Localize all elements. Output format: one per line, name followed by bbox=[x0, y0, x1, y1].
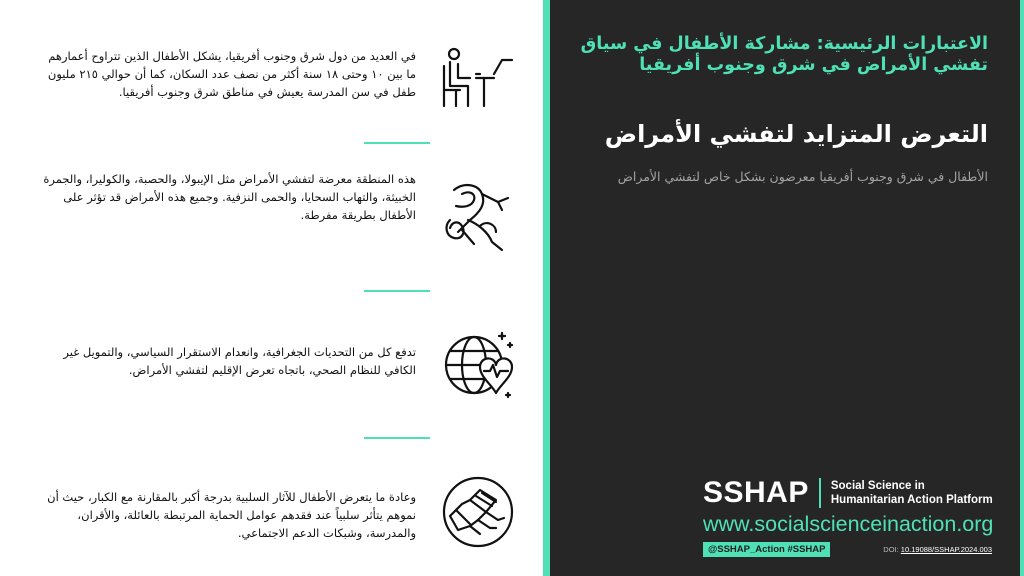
page-subtitle: الأطفال في شرق وجنوب أفريقيا معرضون بشكل خاص لتفشي الأمراض bbox=[617, 169, 988, 184]
list-item: في العديد من دول شرق وجنوب أفريقيا، يشكل الأطفال الذين تتراوح أعمارهم ما بين ١٠ وحتى ١٨ سنة أكثر من نصف عدد السكان، كما أن حوالي ٢١٥ مليون طفل في سن المدرسة يعيش في مناطق شرق وجنوب أفريقيا. bbox=[47, 49, 416, 99]
doi-reference bbox=[883, 545, 992, 554]
section-divider bbox=[364, 142, 430, 144]
list-item: تدفع كل من التحديات الجغرافية، وانعدام الاستقرار السياسي، والتمويل غير الكافي للنظام الصحي، باتجاه تعرض الإقليم لتفشي الأمراض. bbox=[63, 345, 416, 377]
website-link[interactable]: www.socialscienceinaction.org bbox=[703, 512, 994, 536]
student-desk-icon bbox=[440, 44, 516, 120]
accent-edge bbox=[1020, 0, 1024, 576]
info-panel bbox=[550, 0, 1024, 576]
logo-wordmark: SSHAP bbox=[703, 476, 809, 509]
logo-subtitle bbox=[831, 479, 993, 507]
awareness-ribbons-icon bbox=[440, 180, 516, 256]
logo-separator bbox=[819, 478, 821, 508]
page-heading: الاعتبارات الرئيسية: مشاركة الأطفال في سياق تفشي الأمراض في شرق وجنوب أفريقيا bbox=[580, 34, 988, 75]
list-item: وعادة ما يتعرض الأطفال للآثار السلبية بدرجة أكبر بالمقارنة مع الكبار، حيث أن نموهم يتأثر سلبياً عند فقدهم عوامل الحماية المرتبطة بالعائلة، والأقران، والمدرسة، وشبكات الدعم الاجتماعي. bbox=[47, 490, 416, 540]
logo-subtitle-line1: Social Science in bbox=[830, 480, 925, 492]
global-health-heart-icon bbox=[440, 327, 516, 403]
social-tags: @SSHAP_Action #SSHAP bbox=[703, 542, 830, 557]
list-item: هذه المنطقة معرضة لتفشي الأمراض مثل الإيبولا، والحصبة، والكوليرا، والجمرة الخبيثة، والتهاب السحايا، والحمى النزفية. وجميع هذه الأمراض قد تؤثر على الأطفال بطريقة مفرطة. bbox=[43, 172, 416, 222]
doi-label: DOI: bbox=[883, 545, 899, 554]
bandaged-hand-icon bbox=[440, 474, 516, 550]
section-divider bbox=[364, 290, 430, 292]
page-title: التعرض المتزايد لتفشي الأمراض bbox=[604, 120, 988, 148]
doi-link[interactable]: 10.19088/SSHAP.2024.003 bbox=[900, 545, 992, 554]
sshap-logo bbox=[703, 476, 993, 510]
accent-divider bbox=[543, 0, 550, 576]
section-divider bbox=[364, 437, 430, 439]
logo-subtitle-line2: Humanitarian Action Platform bbox=[830, 494, 993, 506]
